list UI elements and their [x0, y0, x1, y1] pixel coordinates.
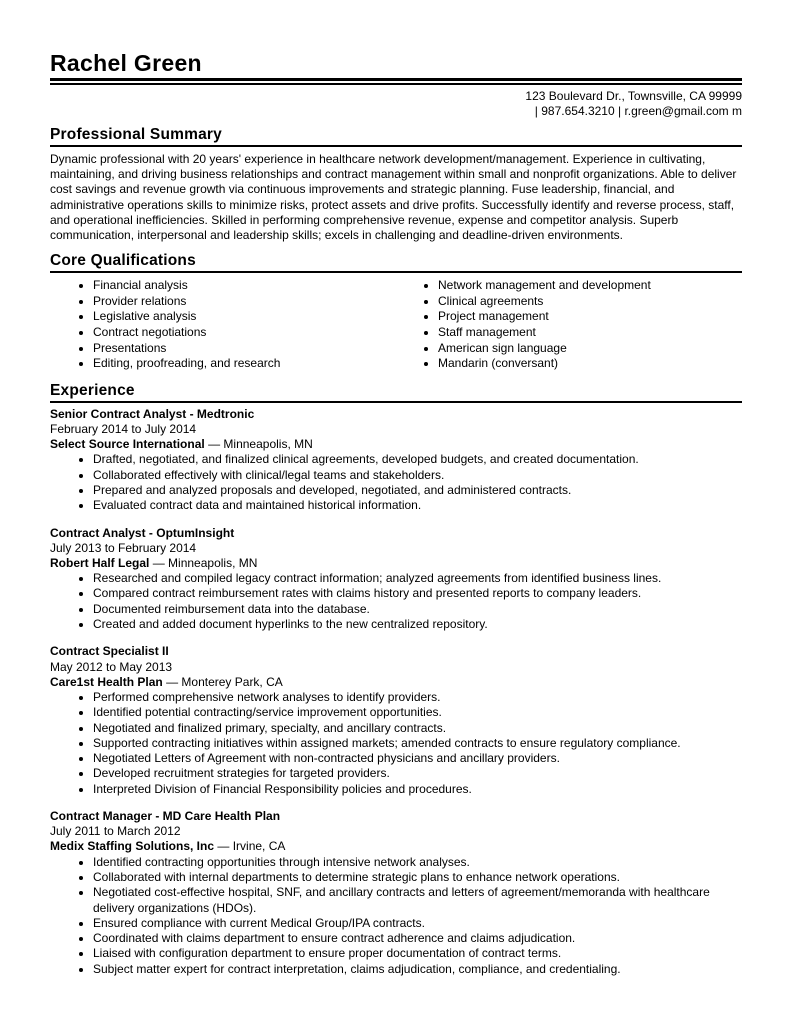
- qualifications-section: [50, 252, 742, 372]
- qualification-item: • Legislative analysis: [93, 309, 395, 325]
- job-bullet: • Created and added document hyperlinks to the new centralized repository.: [93, 617, 742, 632]
- job-bullet: • Compared contract reimbursement rates with claims history and presented reports to company leaders.: [93, 586, 742, 601]
- job-bullet: • Negotiated cost-effective hospital, SNF, and ancillary contracts and letters of agreement/memoranda with healthcare delivery organizations (HDOs).: [93, 885, 742, 916]
- job-bullet: • Prepared and analyzed proposals and developed, negotiated, and administered contracts.: [93, 483, 742, 498]
- job-bullet: • Negotiated Letters of Agreement with non-contracted physicians and ancillary providers.: [93, 751, 742, 766]
- qualification-item: • Network management and development: [438, 278, 742, 294]
- job-bullet: • Identified potential contracting/service improvement opportunities.: [93, 705, 742, 720]
- qualifications-heading: Core Qualifications: [50, 252, 742, 273]
- company-location-separator: —: [208, 437, 221, 452]
- job-bullet: • Collaborated with internal departments to determine strategic plans to enhance network operations.: [93, 870, 742, 885]
- contact-block: [50, 89, 742, 119]
- job-entry: [50, 407, 742, 514]
- qualification-item: • Presentations: [93, 341, 395, 357]
- job-company-line: [50, 437, 742, 452]
- job-location: Minneapolis, MN: [223, 437, 313, 452]
- qualification-item: • Editing, proofreading, and research: [93, 356, 395, 372]
- job-entry: [50, 526, 742, 633]
- company-location-separator: —: [166, 674, 179, 689]
- summary-text: Dynamic professional with 20 years' experience in healthcare network development/management. Experience in cultivating, maintaining, and driving business relationships and contract management within small and nonprofit organizations. Able to deliver cost savings and revenue growth via continuous improvements and strategic planning. Fuse leadership, financial, and administrative operations skills to minimize risks, protect assets and drive profits. Successfully identify and reverse process, staff, and operational inefficiencies. Skilled in performing comprehensive revenue, expense and competitor analysis. Superb communication, interpersonal and leadership skills; excels in challenging and deadline-driven environments.: [50, 152, 737, 243]
- job-title: Contract Specialist II: [50, 644, 169, 659]
- experience-heading: Experience: [50, 382, 742, 403]
- qualification-item: • Financial analysis: [93, 278, 395, 294]
- job-bullet: • Subject matter expert for contract interpretation, claims adjudication, compliance, and credentialing.: [93, 962, 742, 977]
- job-bullets: [50, 690, 742, 797]
- job-bullet: • Interpreted Division of Financial Responsibility policies and procedures.: [93, 782, 742, 797]
- summary-heading: Professional Summary: [50, 126, 742, 147]
- contact-phone-email: | 987.654.3210 | r.green@gmail.com m: [534, 104, 742, 118]
- job-title: Contract Analyst - OptumInsight: [50, 525, 235, 540]
- qualification-item: • Contract negotiations: [93, 325, 395, 341]
- job-company: Care1st Health Plan: [50, 674, 163, 689]
- job-bullet: • Evaluated contract data and maintained historical information.: [93, 498, 742, 513]
- qualification-item: • Project management: [438, 309, 742, 325]
- job-entry: [50, 809, 742, 977]
- job-location: Minneapolis, MN: [168, 555, 258, 570]
- person-name: Rachel Green: [50, 50, 202, 76]
- job-company: Medix Staffing Solutions, Inc: [50, 839, 215, 854]
- summary-section: [50, 126, 742, 243]
- job-entry: [50, 644, 742, 797]
- job-company: Robert Half Legal: [50, 555, 150, 570]
- job-dates: July 2011 to March 2012: [50, 824, 181, 839]
- job-bullet: • Ensured compliance with current Medical Group/IPA contracts.: [93, 916, 742, 931]
- contact-address: 123 Boulevard Dr., Townsville, CA 99999: [525, 89, 742, 103]
- qualification-item: • Provider relations: [93, 294, 395, 310]
- job-bullet: • Negotiated and finalized primary, specialty, and ancillary contracts.: [93, 721, 742, 736]
- job-bullet: • Documented reimbursement data into the database.: [93, 602, 742, 617]
- job-company-line: [50, 839, 742, 854]
- job-bullet: • Developed recruitment strategies for targeted providers.: [93, 766, 742, 781]
- job-bullet: • Identified contracting opportunities through intensive network analyses.: [93, 855, 742, 870]
- resume-header: [50, 50, 742, 119]
- qualification-item: • Clinical agreements: [438, 294, 742, 310]
- job-title: Senior Contract Analyst - Medtronic: [50, 406, 255, 421]
- job-dates: May 2012 to May 2013: [50, 659, 173, 674]
- experience-section: [50, 382, 742, 977]
- job-company: Select Source International: [50, 437, 205, 452]
- qualifications-left-column: [50, 278, 395, 372]
- company-location-separator: —: [217, 839, 230, 854]
- qualifications-right-column: [395, 278, 742, 372]
- company-location-separator: —: [152, 555, 165, 570]
- job-location: Irvine, CA: [232, 839, 286, 854]
- job-location: Monterey Park, CA: [181, 674, 283, 689]
- name-divider-double-rule: [50, 78, 742, 85]
- job-bullet: • Researched and compiled legacy contract information; analyzed agreements from identified business lines.: [93, 571, 742, 586]
- job-bullets: [50, 571, 742, 632]
- job-bullet: • Liaised with configuration department to ensure proper documentation of contract terms.: [93, 946, 742, 961]
- job-title: Contract Manager - MD Care Health Plan: [50, 809, 281, 824]
- job-dates: July 2013 to February 2014: [50, 540, 197, 555]
- job-bullet: • Performed comprehensive network analyses to identify providers.: [93, 690, 742, 705]
- job-bullet: • Collaborated effectively with clinical/legal teams and stakeholders.: [93, 468, 742, 483]
- job-bullet: • Coordinated with claims department to ensure contract adherence and claims adjudication.: [93, 931, 742, 946]
- qualifications-columns: [50, 278, 742, 372]
- job-bullets: [50, 855, 742, 977]
- job-company-line: [50, 675, 742, 690]
- qualification-item: • Staff management: [438, 325, 742, 341]
- job-bullet: • Drafted, negotiated, and finalized clinical agreements, developed budgets, and created documentation.: [93, 452, 742, 467]
- job-bullets: [50, 452, 742, 513]
- job-bullet: • Supported contracting initiatives within assigned markets; amended contracts to ensure regulatory compliance.: [93, 736, 742, 751]
- job-dates: February 2014 to July 2014: [50, 421, 197, 436]
- qualification-item: • Mandarin (conversant): [438, 356, 742, 372]
- job-company-line: [50, 556, 742, 571]
- qualification-item: • American sign language: [438, 341, 742, 357]
